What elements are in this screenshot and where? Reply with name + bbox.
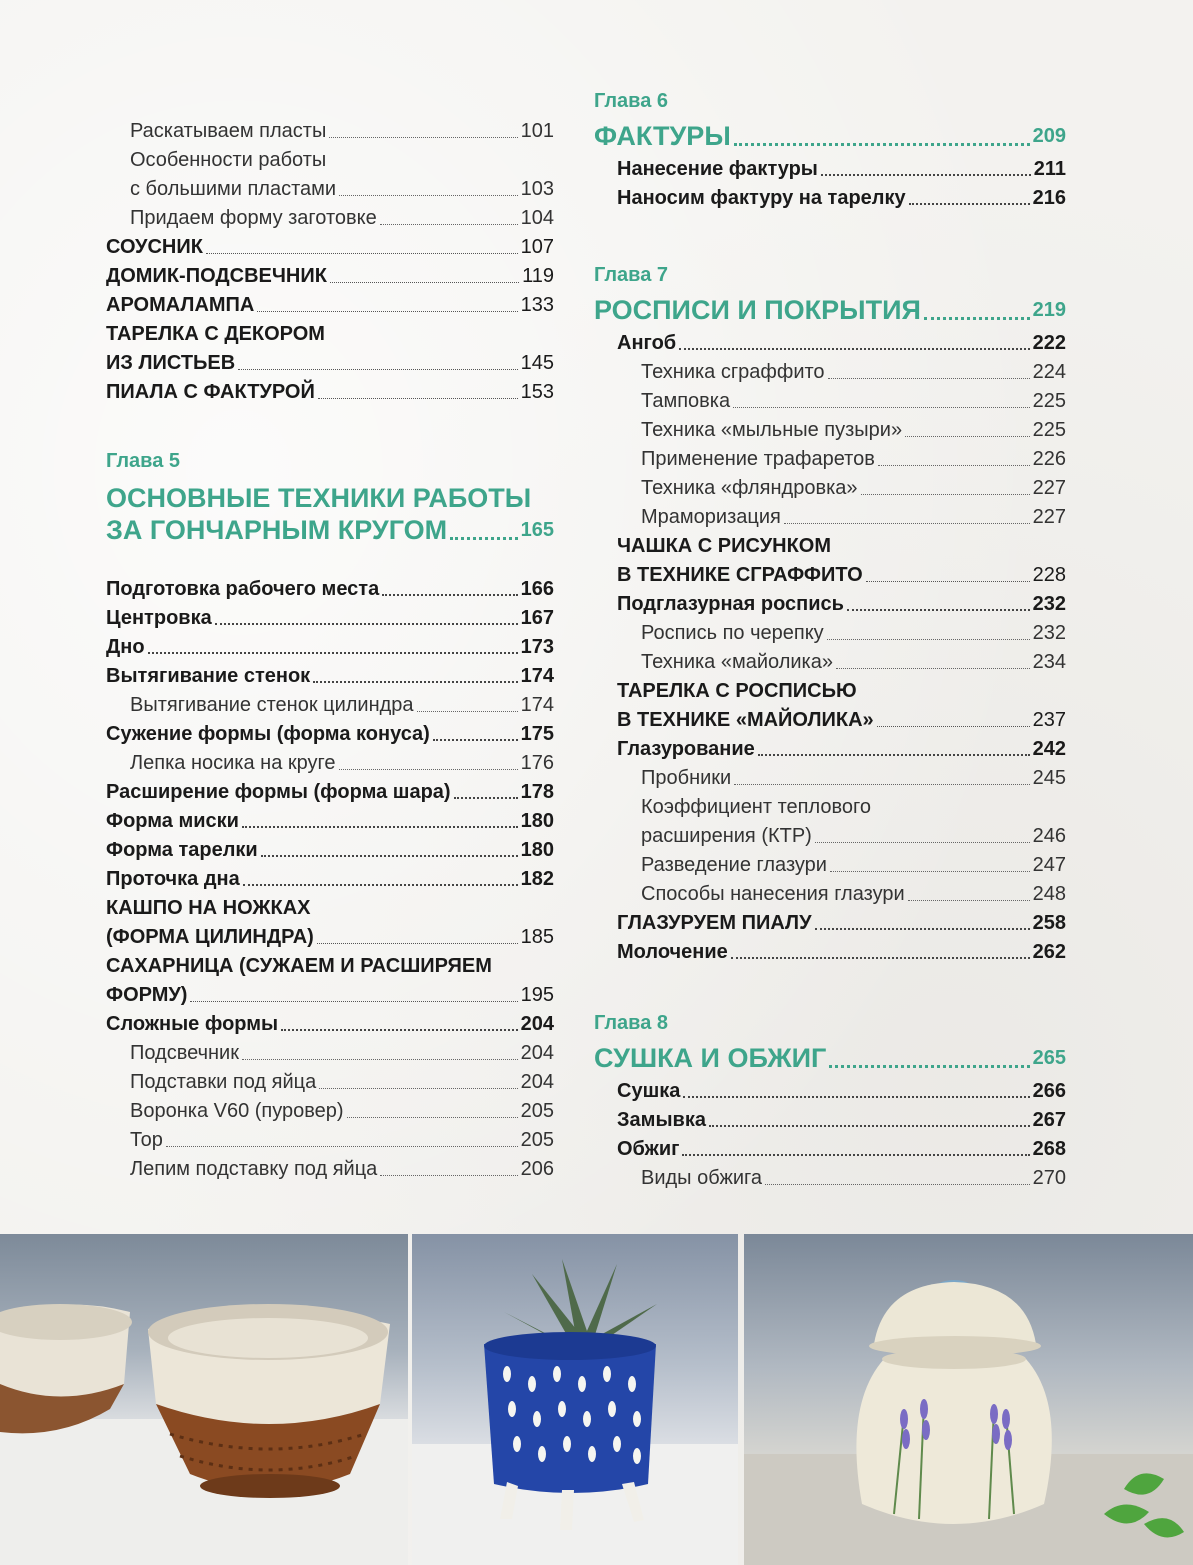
page-number: 224 [1032,361,1066,383]
page-number: 262 [1032,941,1066,963]
toc-entry[interactable] [617,935,1066,964]
dot-leader [433,739,518,741]
dot-leader [836,668,1030,669]
toc-entry[interactable] [106,717,554,746]
toc-entry-title: Молочение [617,941,728,963]
page-number: 145 [520,352,554,374]
toc-entry-title: Мраморизация [641,506,781,528]
page-number: 174 [520,665,554,687]
toc-entry[interactable] [106,978,554,1007]
toc-entry-title: Воронка V60 (пуровер) [130,1100,344,1122]
toc-entry[interactable] [106,1094,554,1123]
dot-leader [829,1065,1029,1068]
page-number: 205 [520,1100,554,1122]
toc-entry-title: Тамповка [641,390,731,412]
toc-entry-title: Замывка [617,1109,706,1131]
page-number: 195 [520,984,554,1006]
toc-entry[interactable] [617,761,1066,790]
page-number: 104 [520,207,554,229]
toc-entry[interactable] [106,746,554,775]
toc-entry[interactable] [106,833,554,862]
page-number: 247 [1032,854,1066,876]
dot-leader [866,581,1030,582]
toc-entry[interactable] [617,848,1066,877]
toc-entry[interactable] [106,201,554,230]
dot-leader [417,711,518,712]
toc-entry[interactable] [106,172,554,201]
page-number: 205 [520,1129,554,1151]
page-number: 242 [1032,738,1066,760]
toc-entry[interactable] [106,688,554,717]
toc-entry-title: Виды обжига [641,1167,762,1189]
toc-entry-title: Форма миски [106,810,239,832]
page-number: 204 [520,1013,554,1035]
page-number: 222 [1032,332,1066,354]
toc-entry[interactable] [617,384,1066,413]
dot-leader [347,1117,518,1118]
dot-leader [909,203,1030,205]
toc-entry[interactable] [106,804,554,833]
toc-entry[interactable] [106,375,554,404]
dot-leader [454,797,518,799]
chapter-title-line[interactable] [594,1042,1066,1074]
toc-entry[interactable] [106,259,554,288]
dot-leader [382,594,517,596]
toc-entry-title: Вытягивание стенок цилиндра [130,694,414,716]
toc-entry[interactable] [106,659,554,688]
toc-entry[interactable] [106,1007,554,1036]
toc-entry-title: ТАРЕЛКА С ДЕКОРОМ [106,323,325,345]
page-number: 248 [1032,883,1066,905]
toc-entry[interactable] [617,558,1066,587]
page-number: 173 [520,636,554,658]
toc-entry[interactable] [617,355,1066,384]
page-number: 227 [1032,477,1066,499]
dot-leader [861,494,1030,495]
dot-leader [758,754,1030,756]
page-number: 180 [520,839,554,861]
chapter-title-line[interactable] [106,514,554,546]
toc-entry-title: с большими пластами [130,178,337,200]
page-number: 270 [1032,1167,1066,1189]
toc-entry[interactable] [617,616,1066,645]
dot-leader [679,348,1029,350]
dot-leader [683,1096,1029,1098]
page-number: 268 [1032,1138,1066,1160]
toc-entry[interactable] [617,645,1066,674]
toc-entry[interactable] [617,790,1066,819]
toc-entry-title: ФОРМУ) [106,984,188,1006]
toc-entry[interactable] [106,288,554,317]
toc-entry[interactable] [617,1161,1066,1190]
dot-leader [190,1001,517,1002]
toc-entry-title: Разведение глазури [641,854,827,876]
photo-lavender-jar [744,1234,1193,1565]
toc-entry[interactable] [617,674,1066,703]
page-number: 174 [520,694,554,716]
dot-leader [731,957,1030,959]
toc-list [106,114,554,404]
toc-entry[interactable] [617,181,1066,210]
toc-entry[interactable] [617,529,1066,558]
toc-entry[interactable] [617,1074,1066,1103]
toc-list [594,1074,1066,1190]
page-number: 176 [520,752,554,774]
page-number: 219 [1032,299,1066,321]
toc-entry-title: ПИАЛА С ФАКТУРОЙ [106,381,315,403]
toc-entry[interactable] [106,920,554,949]
page-number: 234 [1032,651,1066,673]
page-number: 204 [520,1042,554,1064]
toc-entry-title: Расширение формы (форма шара) [106,781,451,803]
page-number: 225 [1032,419,1066,441]
chapter-title: ЗА ГОНЧАРНЫМ КРУГОМ [106,515,448,545]
dot-leader [815,928,1030,930]
dot-leader [827,639,1030,640]
toc-entry-title: Техника «майолика» [641,651,833,673]
toc-entry[interactable] [617,587,1066,616]
page-number: 258 [1032,912,1066,934]
toc-entry-title: Техника сграффито [641,361,825,383]
toc-entry-title: Подсвечник [130,1042,239,1064]
page-number: 165 [520,519,554,541]
toc-entry[interactable] [617,819,1066,848]
toc-entry[interactable] [106,949,554,978]
toc-entry-title: Сложные формы [106,1013,279,1035]
page-number: 211 [1033,158,1066,180]
dot-leader [148,652,518,654]
toc-entry[interactable] [106,601,554,630]
page-number: 175 [520,723,554,745]
toc-entry-title: ДОМИК-ПОДСВЕЧНИК [106,265,327,287]
page-number: 167 [520,607,554,629]
page-number: 228 [1032,564,1066,586]
dot-leader [313,681,517,683]
page-number: 265 [1032,1047,1066,1069]
toc-entry[interactable] [617,732,1066,761]
page-number: 166 [520,578,554,600]
dot-leader [924,317,1030,320]
toc-entry[interactable] [106,346,554,375]
toc-entry-title: Лепим подставку под яйца [130,1158,378,1180]
dot-leader [166,1146,518,1147]
dot-leader [319,1088,517,1089]
chapter-title-line[interactable] [594,120,1066,152]
chapter-label: Глава 7 [594,264,669,286]
toc-entry[interactable] [617,1103,1066,1132]
toc-entry-title: В ТЕХНИКЕ «МАЙОЛИКА» [617,709,874,731]
chapter-label: Глава 5 [106,450,181,472]
toc-entry[interactable] [617,877,1066,906]
dot-leader [830,871,1030,872]
toc-entry[interactable] [106,775,554,804]
toc-entry[interactable] [106,572,554,601]
toc-entry[interactable] [617,1132,1066,1161]
page-number: 133 [520,294,554,316]
page-number: 232 [1032,593,1066,615]
dot-leader [821,174,1031,176]
dot-leader [734,784,1029,785]
chapter-title: ФАКТУРЫ [594,121,731,151]
toc-entry-title: АРОМАЛАМПА [106,294,255,316]
toc-list [594,326,1066,964]
toc-entry[interactable] [106,891,554,920]
dot-leader [450,537,517,540]
dot-leader [243,884,518,886]
toc-entry-title: Глазурование [617,738,755,760]
toc-entry[interactable] [617,703,1066,732]
toc-list [594,152,1066,210]
dot-leader [317,943,518,944]
chapter-title: РОСПИСИ И ПОКРЫТИЯ [594,295,921,325]
toc-entry-title: Техника «фляндровка» [641,477,858,499]
dot-leader [257,311,517,312]
page-number: 103 [520,178,554,200]
toc-entry[interactable] [617,906,1066,935]
toc-entry[interactable] [106,114,554,143]
chapter-title: ОСНОВНЫЕ ТЕХНИКИ РАБОТЫ [106,483,532,513]
toc-entry-title: ТАРЕЛКА С РОСПИСЬЮ [617,680,857,702]
dot-leader [908,900,1030,901]
toc-entry[interactable] [106,1065,554,1094]
page-number: 237 [1032,709,1066,731]
toc-entry-title: В ТЕХНИКЕ СГРАФФИТО [617,564,863,586]
dot-leader [339,195,518,196]
toc-entry[interactable] [106,862,554,891]
page-number: 206 [520,1158,554,1180]
dot-leader [318,398,518,399]
dot-leader [215,623,518,625]
chapter-label: Глава 6 [594,90,669,112]
photo-ceramic-bowls [0,1234,408,1565]
toc-entry[interactable] [106,1152,554,1181]
chapter-title-line[interactable] [106,482,554,514]
dot-leader [733,407,1030,408]
dot-leader [380,224,518,225]
toc-entry-title: ГЛАЗУРУЕМ ПИАЛУ [617,912,812,934]
toc-entry[interactable] [617,471,1066,500]
dot-leader [339,769,518,770]
page-number: 246 [1032,825,1066,847]
page-number: 119 [522,265,554,287]
toc-entry-title: Техника «мыльные пузыри» [641,419,903,441]
dot-leader [815,842,1030,843]
page-number: 266 [1032,1080,1066,1102]
toc-entry-title: Способы нанесения глазури [641,883,905,905]
dot-leader [380,1175,517,1176]
dot-leader [847,609,1030,611]
toc-entry-title: Форма тарелки [106,839,258,861]
page-number: 101 [520,120,554,142]
page-number: 180 [520,810,554,832]
toc-entry[interactable] [617,326,1066,355]
toc-entry[interactable] [617,413,1066,442]
dot-leader [765,1184,1030,1185]
page-number: 226 [1032,448,1066,470]
toc-entry-title: Нанесение фактуры [617,158,818,180]
toc-entry-title: Наносим фактуру на тарелку [617,187,906,209]
toc-entry-title: Применение трафаретов [641,448,875,470]
dot-leader [734,143,1030,146]
toc-entry-title: Ангоб [617,332,677,354]
toc-entry-title: Центровка [106,607,212,629]
page-number: 178 [520,781,554,803]
toc-entry-title: расширения (КТР) [641,825,812,847]
toc-entry-title: Придаем форму заготовке [130,207,377,229]
dot-leader [877,726,1030,727]
dot-leader [905,436,1030,437]
dot-leader [330,282,519,283]
toc-entry-title: ЧАШКА С РИСУНКОМ [617,535,832,557]
page-number: 216 [1032,187,1066,209]
page-number: 153 [520,381,554,403]
dot-leader [828,378,1030,379]
toc-entry[interactable] [617,442,1066,471]
page-number: 245 [1032,767,1066,789]
dot-leader [682,1154,1029,1156]
page-number: 209 [1032,125,1066,147]
dot-leader [238,369,517,370]
toc-entry-title: Подготовка рабочего места [106,578,380,600]
page-number: 182 [520,868,554,890]
page-number: 227 [1032,506,1066,528]
toc-entry-title: Особенности работы [130,149,327,171]
dot-leader [878,465,1030,466]
toc-entry[interactable] [106,630,554,659]
toc-entry[interactable] [106,143,554,172]
toc-entry-title: ИЗ ЛИСТЬЕВ [106,352,236,374]
toc-entry-title: Тор [130,1129,163,1151]
page-number: 107 [520,236,554,258]
toc-entry-title: Подставки под яйца [130,1071,317,1093]
chapter-title-line[interactable] [594,294,1066,326]
toc-right-column [594,90,1066,1190]
toc-entry-title: Роспись по черепку [641,622,824,644]
toc-entry[interactable] [106,317,554,346]
toc-entry-title: (ФОРМА ЦИЛИНДРА) [106,926,314,948]
dot-leader [784,523,1030,524]
dot-leader [329,137,517,138]
toc-entry-title: Обжиг [617,1138,680,1160]
toc-entry-title: КАШПО НА НОЖКАХ [106,897,311,919]
page-number: 225 [1032,390,1066,412]
toc-entry-title: Сушка [617,1080,681,1102]
toc-entry[interactable] [617,500,1066,529]
toc-entry[interactable] [617,152,1066,181]
toc-entry-title: СОУСНИК [106,236,203,258]
dot-leader [281,1029,517,1031]
photo-dotted-planter [412,1234,738,1565]
page-number: 232 [1032,622,1066,644]
toc-entry-title: Вытягивание стенок [106,665,311,687]
page-number: 267 [1032,1109,1066,1131]
dot-leader [242,826,518,828]
chapter-title: СУШКА И ОБЖИГ [594,1043,827,1073]
toc-entry-title: Коэффициент теплового [641,796,871,818]
toc-entry-title: Сужение формы (форма конуса) [106,723,430,745]
toc-list [106,572,554,1181]
toc-entry-title: Дно [106,636,145,658]
toc-left-column [106,114,554,1181]
toc-entry-title: Лепка носика на круге [130,752,336,774]
toc-entry[interactable] [106,1036,554,1065]
dot-leader [261,855,518,857]
toc-entry-title: Проточка дна [106,868,240,890]
page-number: 185 [520,926,554,948]
toc-entry-title: Раскатываем пласты [130,120,327,142]
toc-entry[interactable] [106,230,554,259]
page-number: 204 [520,1071,554,1093]
dot-leader [709,1125,1030,1127]
toc-entry-title: Подглазурная роспись [617,593,844,615]
toc-entry[interactable] [106,1123,554,1152]
toc-entry-title: Пробники [641,767,732,789]
chapter-label: Глава 8 [594,1012,669,1034]
dot-leader [206,253,518,254]
toc-entry-title: САХАРНИЦА (СУЖАЕМ И РАСШИРЯЕМ [106,955,492,977]
dot-leader [242,1059,518,1060]
